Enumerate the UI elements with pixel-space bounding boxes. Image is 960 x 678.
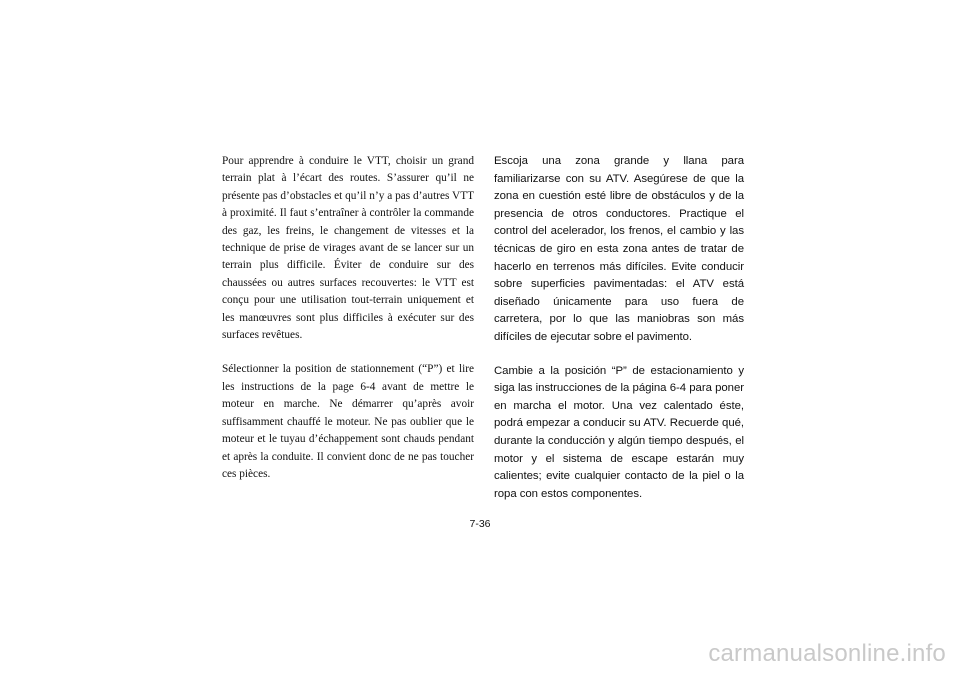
spanish-paragraph-1: Escoja una zona grande y llana para familiarizarse con su ATV. Asegúrese de que la zona en cuestión esté libre de obstáculos y de la presencia de otros conductores. Practique el control del acelerador, los frenos, el cambio y las técnicas de giro en esta zona antes de tratar de hacerlo en terrenos más difíciles. Evite conducir sobre superficies pavimentadas: el ATV está diseñado únicamente para uso fuera de carretera, por lo que las maniobras son más difíciles de ejecutar sobre el pavimento. bbox=[494, 155, 744, 343]
watermark: carmanualsonline.info bbox=[708, 640, 946, 667]
page-number: 7-36 bbox=[469, 518, 491, 530]
french-paragraph-1: Pour apprendre à conduire le VTT, choisir un grand terrain plat à l’écart des routes. S’assurer qu’il ne présente pas d’obstacles et qu’il n’y a pas d’autres VTT à proximité. Il faut s’entraîner à contrôler la commande des gaz, les freins, le changement de vitesses et la technique de prise de virages avant de se lancer sur un terrain plus difficile. Éviter de conduire sur des chaussées ou autres surfaces recouvertes: le VTT est conçu pour une utilisation tout-terrain uniquement et les manœuvres sont plus difficiles à exécuter sur des surfaces revêtues. bbox=[222, 155, 474, 342]
french-column bbox=[222, 153, 474, 483]
spanish-column bbox=[494, 153, 744, 503]
french-paragraph-2: Sélectionner la position de stationnement (“P”) et lire les instructions de la page 6-4 avant de mettre le moteur en marche. Ne démarrer qu’après avoir suffisamment chauffé le moteur. Ne pas oublier que le moteur et le tuyau d’échappement sont chauds pendant et après la conduite. Il convient donc de ne pas toucher ces pièces. bbox=[222, 363, 474, 480]
spanish-paragraph-2: Cambie a la posición “P” de estacionamiento y siga las instrucciones de la página 6-4 para poner en marcha el motor. Una vez calentado éste, podrá empezar a conducir su ATV. Recuerde qué, durante la conducción y algún tiempo después, el motor y el sistema de escape estarán muy calientes; evite cualquier contacto de la piel o la ropa con estos componentes. bbox=[494, 364, 744, 500]
